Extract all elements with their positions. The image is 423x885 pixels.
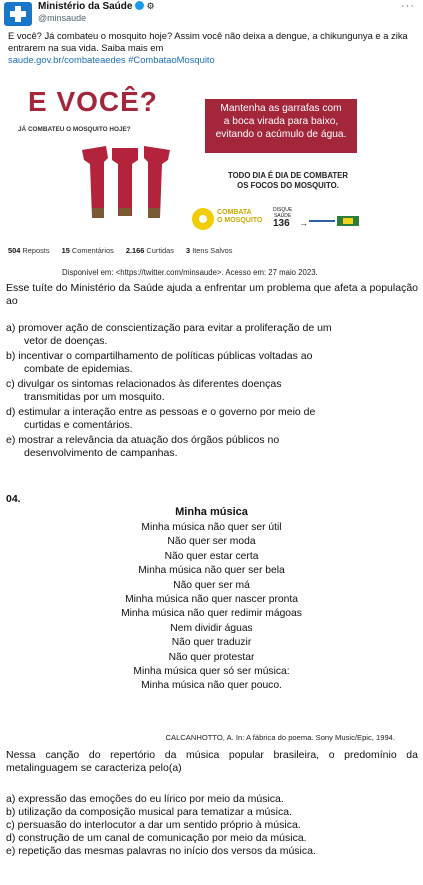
poem-credit: CALCANHOTTO, A. In: A fábrica do poema. Sony Music/Epic, 1994. (165, 733, 395, 742)
source-citation: Disponível em: <https://twitter.com/minsaude>. Acesso em: 27 maio 2023. (62, 268, 318, 277)
option-2a[interactable]: a) expressão das emoções do eu lírico por meio da música. (6, 793, 284, 805)
bottle-icon (82, 146, 170, 218)
tweet-card (0, 0, 423, 255)
poem-line: Minha música não quer ser bela (138, 565, 285, 577)
tweet-link[interactable]: saude.gov.br/combateaedes #CombataoMosquito (8, 54, 215, 65)
campaign-message-box (205, 99, 357, 153)
poem-line: Minha música não quer redimir mágoas (121, 608, 302, 620)
tweet-stats (8, 246, 242, 255)
ministerio-logo-icon (309, 220, 335, 226)
combata-logo-text: COMBATA O MOSQUITO (217, 209, 263, 224)
stat-comments[interactable]: 15 Comentários (61, 246, 114, 255)
option-2e[interactable]: e) repetição das mesmas palavras no início dos versos da música. (6, 845, 316, 857)
poem-body (0, 521, 423, 694)
option-e[interactable]: e) mostrar a relevância da atuação dos órgãos públicos no desenvolvimento de campanhas. (6, 434, 280, 459)
poem-line: Minha música não quer pouco. (141, 680, 282, 692)
poem-line: Minha música não quer nascer pronta (125, 594, 298, 606)
poem-line: Não quer estar certa (164, 550, 259, 562)
question-number: 04. (6, 493, 21, 505)
option-d[interactable]: d) estimular a interação entre as pessoas e o governo por meio de curtidas e comentários. (6, 406, 316, 431)
question-stem-2: Nessa canção do repertório da música popular brasileira, o predomínio da metalinguagem se caracteriza pelo(a) (6, 749, 418, 774)
brasil-flag-logo-icon (337, 216, 359, 226)
account-handle[interactable]: @minsaude (38, 13, 87, 23)
stat-saved[interactable]: 3 Itens Salvos (186, 246, 233, 255)
message-line: a boca virada para baixo, (223, 116, 339, 127)
combata-logo-center (199, 215, 207, 223)
stat-likes[interactable]: 2.166 Curtidas (125, 246, 174, 255)
disque-number: 136 (273, 218, 290, 229)
poem-line: Minha música quer só ser música: (133, 666, 290, 678)
verified-badge-icon (135, 1, 144, 10)
disque-saude-label: DISQUE SAÚDE (273, 207, 293, 219)
stat-reposts[interactable]: 504 Reposts (8, 246, 50, 255)
arrow-right-icon: → (299, 218, 308, 228)
poem-line: Não quer ser má (173, 579, 250, 591)
option-b[interactable]: b) incentivar o compartilhamento de políticas públicas voltadas ao combate de epidemias. (6, 350, 313, 375)
gear-badge-icon: ⚙ (146, 1, 155, 11)
option-c[interactable]: c) divulgar os sintomas relacionados às diferentes doenças transmitidas por um mosquito. (6, 378, 282, 403)
option-2c[interactable]: c) persuasão do interlocutor a dar um sentido próprio à música. (6, 819, 301, 831)
tweet-text: E você? Já combateu o mosquito hoje? Assim você não deixa a dengue, a chikungunya e a zika entrarem na sua vida. Saiba mais em (8, 30, 408, 53)
option-2d[interactable]: d) construção de um canal de comunicação por meio da música. (6, 832, 307, 844)
poem-line: Não quer traduzir (171, 637, 252, 649)
campaign-daily-text: TODO DIA É DIA DE COMBATER OS FOCOS DO MOSQUITO. (228, 171, 348, 190)
message-line: evitando o acúmulo de água. (215, 129, 347, 140)
poem-line: Não quer protestar (168, 651, 255, 663)
campaign-headline: E VOCÊ? (28, 86, 158, 117)
more-options-icon[interactable]: ··· (401, 0, 415, 12)
campaign-subhead: JÁ COMBATEU O MOSQUITO HOJE? (18, 126, 131, 133)
poem-line: Minha música não quer ser útil (141, 522, 282, 533)
ministerio-logo-avatar[interactable] (4, 2, 32, 26)
poem-title: Minha música (175, 506, 248, 518)
message-line: Mantenha as garrafas com (220, 103, 342, 114)
poem-line: Não quer ser moda (167, 536, 256, 548)
poem-line: Nem dividir águas (170, 622, 253, 634)
option-2b[interactable]: b) utilização da composição musical para tematizar a música. (6, 806, 292, 818)
bottles-illustration (82, 142, 172, 218)
account-name[interactable]: Ministério da Saúde ⚙ (38, 1, 155, 12)
option-a[interactable]: a) promover ação de conscientização para evitar a proliferação de um vetor de doenças. (6, 322, 332, 347)
question-stem: Esse tuíte do Ministério da Saúde ajuda a enfrentar um problema que afeta a população ao (6, 282, 418, 307)
